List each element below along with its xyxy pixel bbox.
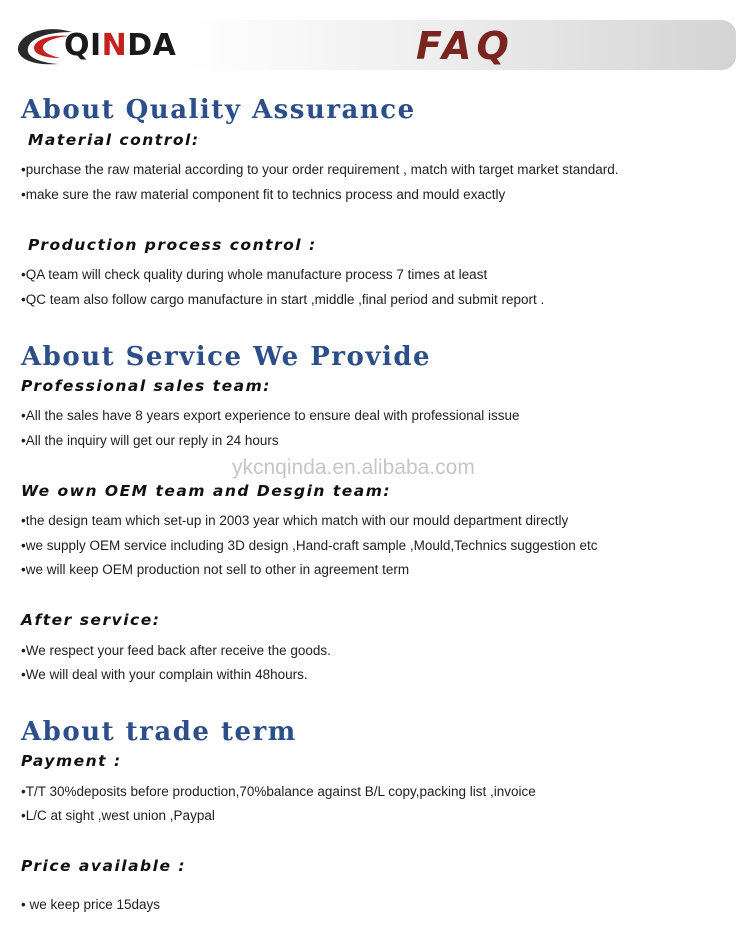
list-item: •All the sales have 8 years export experience to ensure deal with professional issue [21,408,520,423]
subheading-price: Price available : [21,857,187,875]
section-title-quality: About Quality Assurance [21,95,416,125]
faq-title: FAQ [416,24,514,68]
list-item: • we keep price 15days [21,897,161,912]
section-title-trade: About trade term [21,717,297,747]
list-item: •we supply OEM service including 3D design ,Hand-craft sample ,Mould,Technics suggestion etc [21,538,598,553]
subheading-after-service: After service: [21,611,161,629]
list-item: •make sure the raw material component fit to technics process and mould exactly [21,187,506,202]
qinda-logo [14,20,184,72]
subheading-production-control: Production process control : [28,236,317,254]
subheading-sales-team: Professional sales team: [21,377,271,395]
page-header [0,0,750,90]
list-item: •purchase the raw material according to your order requirement , match with target market standard. [21,162,619,177]
subheading-material-control: Material control: [28,131,200,149]
list-item: •T/T 30%deposits before production,70%balance against B/L copy,packing list ,invoice [21,784,536,799]
list-item: •L/C at sight ,west union ,Paypal [21,808,215,823]
list-item: •QA team will check quality during whole manufacture process 7 times at least [21,267,488,282]
watermark: ykcnqinda.en.alibaba.com [232,456,475,479]
list-item: •We respect your feed back after receive the goods. [21,643,331,658]
subheading-payment: Payment : [21,752,122,770]
list-item: •QC team also follow cargo manufacture in start ,middle ,final period and submit report . [21,292,545,307]
list-item: •We will deal with your complain within 48hours. [21,667,308,682]
list-item: •All the inquiry will get our reply in 24 hours [21,433,279,448]
section-title-service: About Service We Provide [21,342,432,372]
list-item: •the design team which set-up in 2003 year which match with our mould department directly [21,513,569,528]
faq-banner [186,20,736,70]
logo-wordmark: QINDA [64,28,177,63]
list-item: •we will keep OEM production not sell to other in agreement term [21,562,410,577]
subheading-oem-team: We own OEM team and Desgin team: [21,482,392,500]
